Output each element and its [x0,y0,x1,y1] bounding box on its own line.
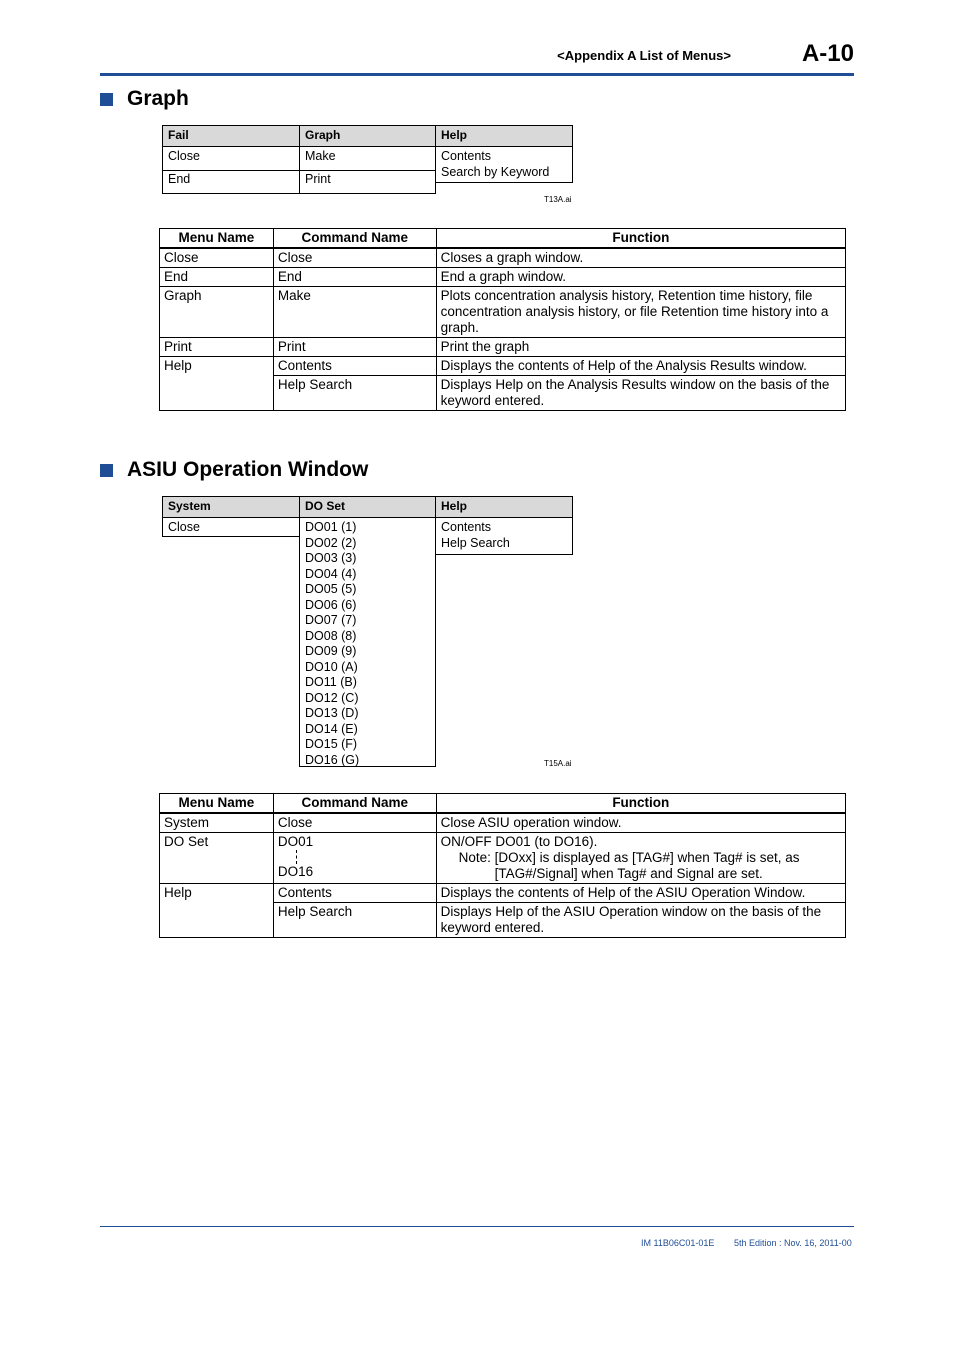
section-heading-graph [100,87,189,111]
menu-item-print: Print [299,170,436,194]
menu-item-do12: DO12 (C) [305,690,359,705]
col-header-function: Function [436,229,845,249]
menu-header-do-set: DO Set [299,496,436,518]
note-line-1: Note: [DOxx] is displayed as [TAG#] when Tag# is set, as [458,850,800,865]
menu-items-help [435,147,573,183]
menu-item-do04: DO04 (4) [305,566,357,581]
table-row: DO Set DO01 DO16 ON/OFF DO01 (to DO16). Note: [DOxx] is displayed as [TAG#] when Tag# is set, as [TAG#/Signal] when Tag# and Signal are set. [160,833,846,884]
footer-doc-id: IM 11B06C01-01E [641,1238,715,1248]
asiu-command-table [159,793,846,938]
col-header-menu-name: Menu Name [160,229,274,249]
menu-items-help [435,518,573,555]
section-heading-text: Graph [127,87,189,110]
menu-item-do05: DO05 (5) [305,582,357,596]
square-bullet-icon [100,464,113,477]
figure-id: T15A.ai [544,759,572,768]
menu-item-contents: Contents [441,520,492,534]
menu-item-do14: DO14 (E) [305,721,358,736]
menu-item-end: End [162,170,300,194]
section-heading-asiu [100,458,368,482]
menu-item-search-by-keyword: Search by Keyword [441,164,550,179]
table-row: Help Search Displays Help on the Analysis Results window on the basis of the keyword entered. [160,376,846,411]
menu-item-contents: Contents [441,149,492,163]
header-rule [100,73,854,76]
command-range-end: DO16 [277,864,314,879]
menu-item-do02: DO02 (2) [305,535,357,550]
table-row: Help Search Displays Help of the ASIU Operation window on the basis of the keyword entered. [160,903,846,938]
table-row: Help Contents Displays the contents of Help of the Analysis Results window. [160,357,846,376]
menu-item-close: Close [162,147,300,171]
col-header-command-name: Command Name [273,794,436,814]
menu-item-do03: DO03 (3) [305,551,357,565]
menu-item-close: Close [162,518,300,537]
col-header-menu-name: Menu Name [160,794,274,814]
menu-item-do09: DO09 (9) [305,644,357,658]
col-header-function: Function [436,794,845,814]
menu-item-do15: DO15 (F) [305,737,358,751]
menu-header-fail: Fail [162,125,300,147]
menu-item-do10: DO10 (A) [305,659,358,674]
figure-id: T13A.ai [544,195,572,204]
note-line-2: [TAG#/Signal] when Tag# and Signal are set. [494,866,763,881]
menu-item-help-search: Help Search [441,535,510,550]
table-row: Graph Make Plots concentration analysis history, Retention time history, file concentration analysis history, or file Retention time history into a graph. [160,287,846,338]
menu-item-do08: DO08 (8) [305,628,357,643]
section-heading-text: ASIU Operation Window [127,458,369,481]
menu-item-do06: DO06 (6) [305,597,357,612]
table-row: Close Close Closes a graph window. [160,248,846,268]
menu-item-do01: DO01 (1) [305,520,357,534]
footer-edition: 5th Edition : Nov. 16, 2011-00 [734,1238,852,1248]
page-number: A-10 [801,40,854,67]
menu-header-system: System [162,496,300,518]
command-range-start: DO01 [277,834,314,849]
menu-item-do07: DO07 (7) [305,613,357,627]
table-row: Print Print Print the graph [160,338,846,357]
menu-header-graph: Graph [299,125,436,147]
table-row: System Close Close ASIU operation window. [160,813,846,833]
menu-header-help: Help [435,496,573,518]
menu-item-do11: DO11 (B) [305,675,357,689]
graph-command-table [159,228,846,411]
menu-items-do-set [299,518,436,767]
table-row: Help Contents Displays the contents of Help of the ASIU Operation Window. [160,884,846,903]
col-header-command-name: Command Name [273,229,436,249]
square-bullet-icon [100,93,113,106]
menu-item-make: Make [299,147,436,171]
function-text: ON/OFF DO01 (to DO16). [440,834,598,849]
table-row: End End End a graph window. [160,268,846,287]
header-section-title: <Appendix A List of Menus> [557,48,731,63]
menu-item-do13: DO13 (D) [305,706,359,720]
footer-rule [100,1226,854,1227]
menu-header-help: Help [435,125,573,147]
menu-item-do16: DO16 (G) [305,752,360,767]
range-dashed-line [296,850,297,864]
